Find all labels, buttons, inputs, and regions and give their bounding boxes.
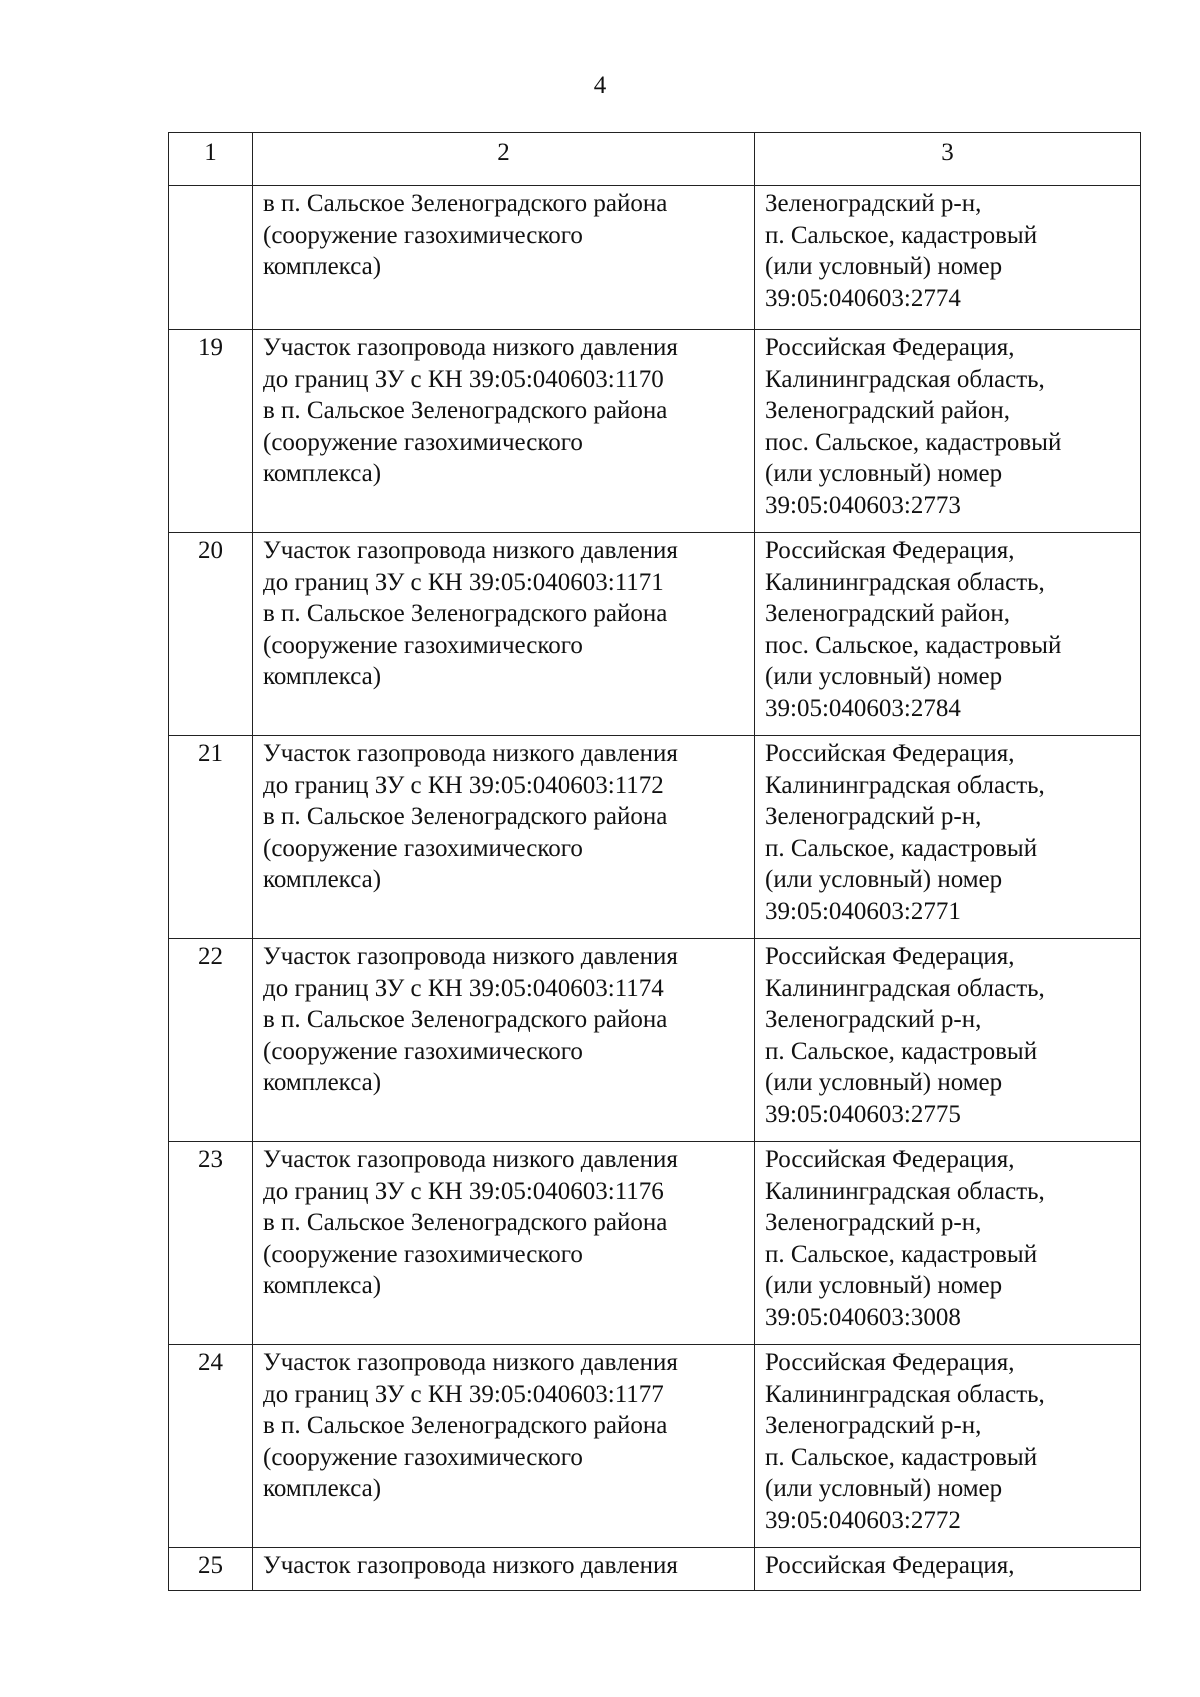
page-number: 4 [593,72,607,99]
row-number: 20 [169,533,253,736]
table-row-partial [169,1548,1141,1591]
row-description: Участок газопровода низкого давления [253,1548,755,1591]
column-header-address: 3 [755,133,1141,186]
row-number: 21 [169,736,253,939]
row-number: 24 [169,1345,253,1548]
column-header-description: 2 [253,133,755,186]
cadastral-table [168,132,1141,1591]
table-row [169,939,1141,1142]
table-row [169,1142,1141,1345]
row-address: Зеленоградский р-н, п. Сальское, кадастровый (или условный) номер 39:05:040603:2774 [755,186,1141,330]
table-row [169,736,1141,939]
row-description: Участок газопровода низкого давления до границ ЗУ с КН 39:05:040603:1171 в п. Сальское Зеленоградского района (сооружение газохимического комплекса) [253,533,755,736]
row-number: 23 [169,1142,253,1345]
row-description: Участок газопровода низкого давления до границ ЗУ с КН 39:05:040603:1177 в п. Сальское Зеленоградского района (сооружение газохимического комплекса) [253,1345,755,1548]
table-row [169,330,1141,533]
row-address: Российская Федерация, Калининградская область, Зеленоградский район, пос. Сальское, кадастровый (или условный) номер 39:05:040603:2784 [755,533,1141,736]
row-address: Российская Федерация, Калининградская область, Зеленоградский р-н, п. Сальское, кадастровый (или условный) номер 39:05:040603:2772 [755,1345,1141,1548]
row-description: Участок газопровода низкого давления до границ ЗУ с КН 39:05:040603:1170 в п. Сальское Зеленоградского района (сооружение газохимического комплекса) [253,330,755,533]
column-header-number: 1 [169,133,253,186]
row-address: Российская Федерация, Калининградская область, Зеленоградский р-н, п. Сальское, кадастровый (или условный) номер 39:05:040603:2771 [755,736,1141,939]
table-header-row [169,133,1141,186]
row-address: Российская Федерация, [755,1548,1141,1591]
table-row-continued [169,186,1141,330]
row-description: в п. Сальское Зеленоградского района (сооружение газохимического комплекса) [253,186,755,330]
row-description: Участок газопровода низкого давления до границ ЗУ с КН 39:05:040603:1176 в п. Сальское Зеленоградского района (сооружение газохимического комплекса) [253,1142,755,1345]
row-address: Российская Федерация, Калининградская область, Зеленоградский р-н, п. Сальское, кадастровый (или условный) номер 39:05:040603:2775 [755,939,1141,1142]
table-row [169,533,1141,736]
row-description: Участок газопровода низкого давления до границ ЗУ с КН 39:05:040603:1174 в п. Сальское Зеленоградского района (сооружение газохимического комплекса) [253,939,755,1142]
row-number: 19 [169,330,253,533]
row-description: Участок газопровода низкого давления до границ ЗУ с КН 39:05:040603:1172 в п. Сальское Зеленоградского района (сооружение газохимического комплекса) [253,736,755,939]
row-address: Российская Федерация, Калининградская область, Зеленоградский р-н, п. Сальское, кадастровый (или условный) номер 39:05:040603:3008 [755,1142,1141,1345]
row-number [169,186,253,330]
row-number: 25 [169,1548,253,1591]
row-address: Российская Федерация, Калининградская область, Зеленоградский район, пос. Сальское, кадастровый (или условный) номер 39:05:040603:2773 [755,330,1141,533]
table-row [169,1345,1141,1548]
row-number: 22 [169,939,253,1142]
